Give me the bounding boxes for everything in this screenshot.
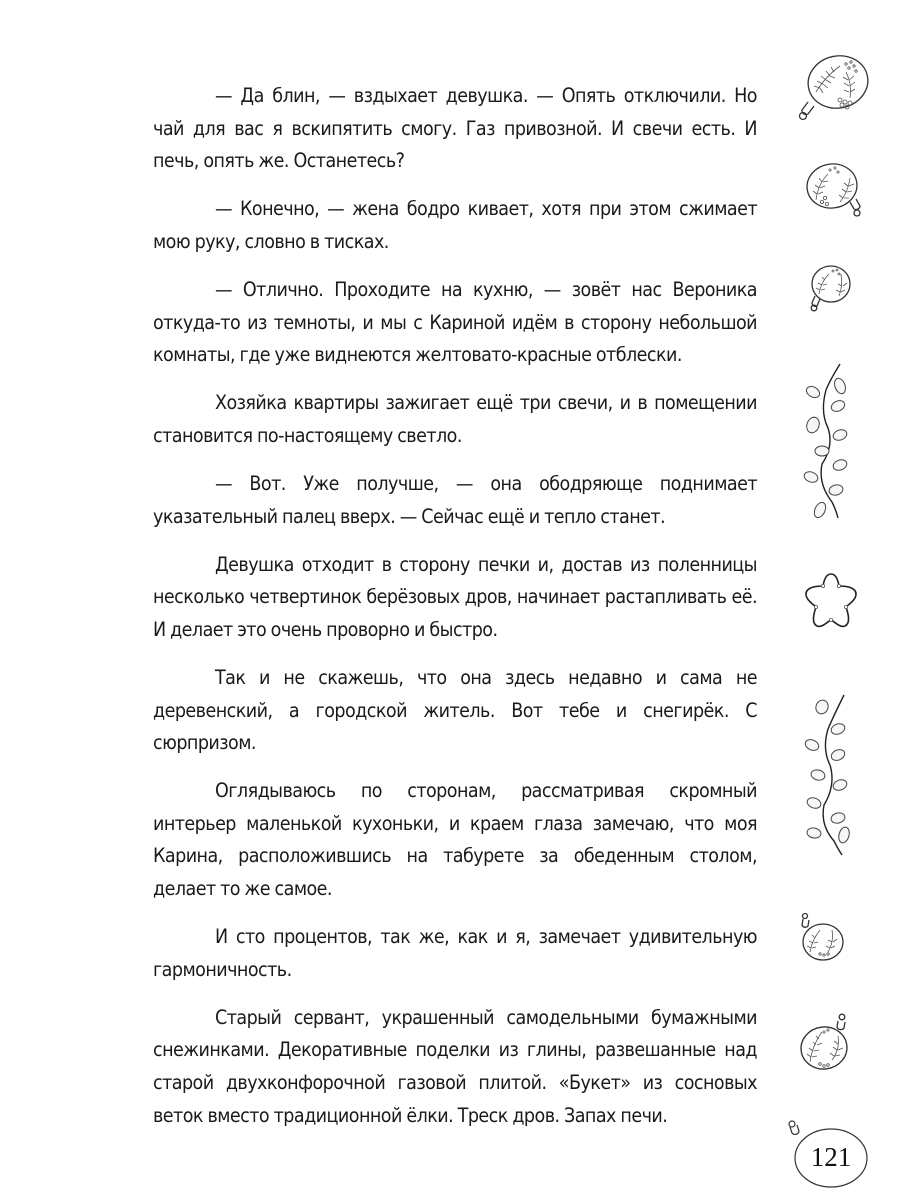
page-number: 121 xyxy=(810,1142,852,1172)
paragraph: Оглядываюсь по сторонам, рассматривая скромный интерьер маленькой кухоньки, и краем глаза замечаю, что моя Карина, расположившись на табурете за обеденным столом, делает то же самое. xyxy=(153,779,757,900)
paragraph: — Вот. Уже получше, — она ободряюще поднимает указательный палец вверх. — Сейчас ещё и тепло станет. xyxy=(153,471,757,528)
paragraph: — Конечно, — жена бодро кивает, хотя при этом сжимает мою руку, словно в тисках. xyxy=(153,197,757,253)
paragraph: Девушка отходит в сторону печки и, достав из поленницы несколько четвертинок берёзовых дров, начинает растапливать её. И делает это очень проворно и быстро. xyxy=(153,552,757,641)
christmas-bauble-icon xyxy=(800,158,875,233)
christmas-bauble-icon xyxy=(798,912,858,972)
christmas-bauble-icon xyxy=(796,48,886,138)
star-cookie-outline-icon xyxy=(800,570,862,632)
christmas-bauble-icon xyxy=(805,262,865,327)
string-lights-garland-icon xyxy=(800,693,860,858)
paragraph: — Отлично. Проходите на кухню, — зовёт нас Вероника откуда-то из темноты, и мы с Кариной идём в сторону небольшой комнаты, где уже виднеются желтовато-красные отблески. xyxy=(153,277,757,367)
paragraph: Хозяйка квартиры зажигает ещё три свечи, и в помещении становится по-настоящему светло. xyxy=(153,391,757,447)
paragraph: Старый сервант, украшенный самодельными бумажными снежинками. Декоративные поделки из глины, развешанные над старой двухконфорочной газовой плитой. «Букет» из сосновых веток вместо традиционной ёлки. Треск дров. Запах печи. xyxy=(153,1005,757,1127)
paragraph: И сто процентов, так же, как и я, замечает удивительную гармоничность. xyxy=(153,925,757,981)
body-text xyxy=(153,80,757,1148)
paragraph: Так и не скажешь, что она здесь недавно и сама не деревенский, а городской житель. Вот тебе и снегирёк. С сюрпризом. xyxy=(153,665,757,755)
christmas-bauble-icon xyxy=(798,1012,863,1082)
string-lights-garland-icon xyxy=(800,362,860,522)
paragraph: — Да блин, — вздыхает девушка. — Опять отключили. Но чай для вас я вскипятить смогу. Газ привозной. И свечи есть. И печь, опять же. Останетесь? xyxy=(153,84,757,173)
page-number-badge xyxy=(782,1118,872,1198)
